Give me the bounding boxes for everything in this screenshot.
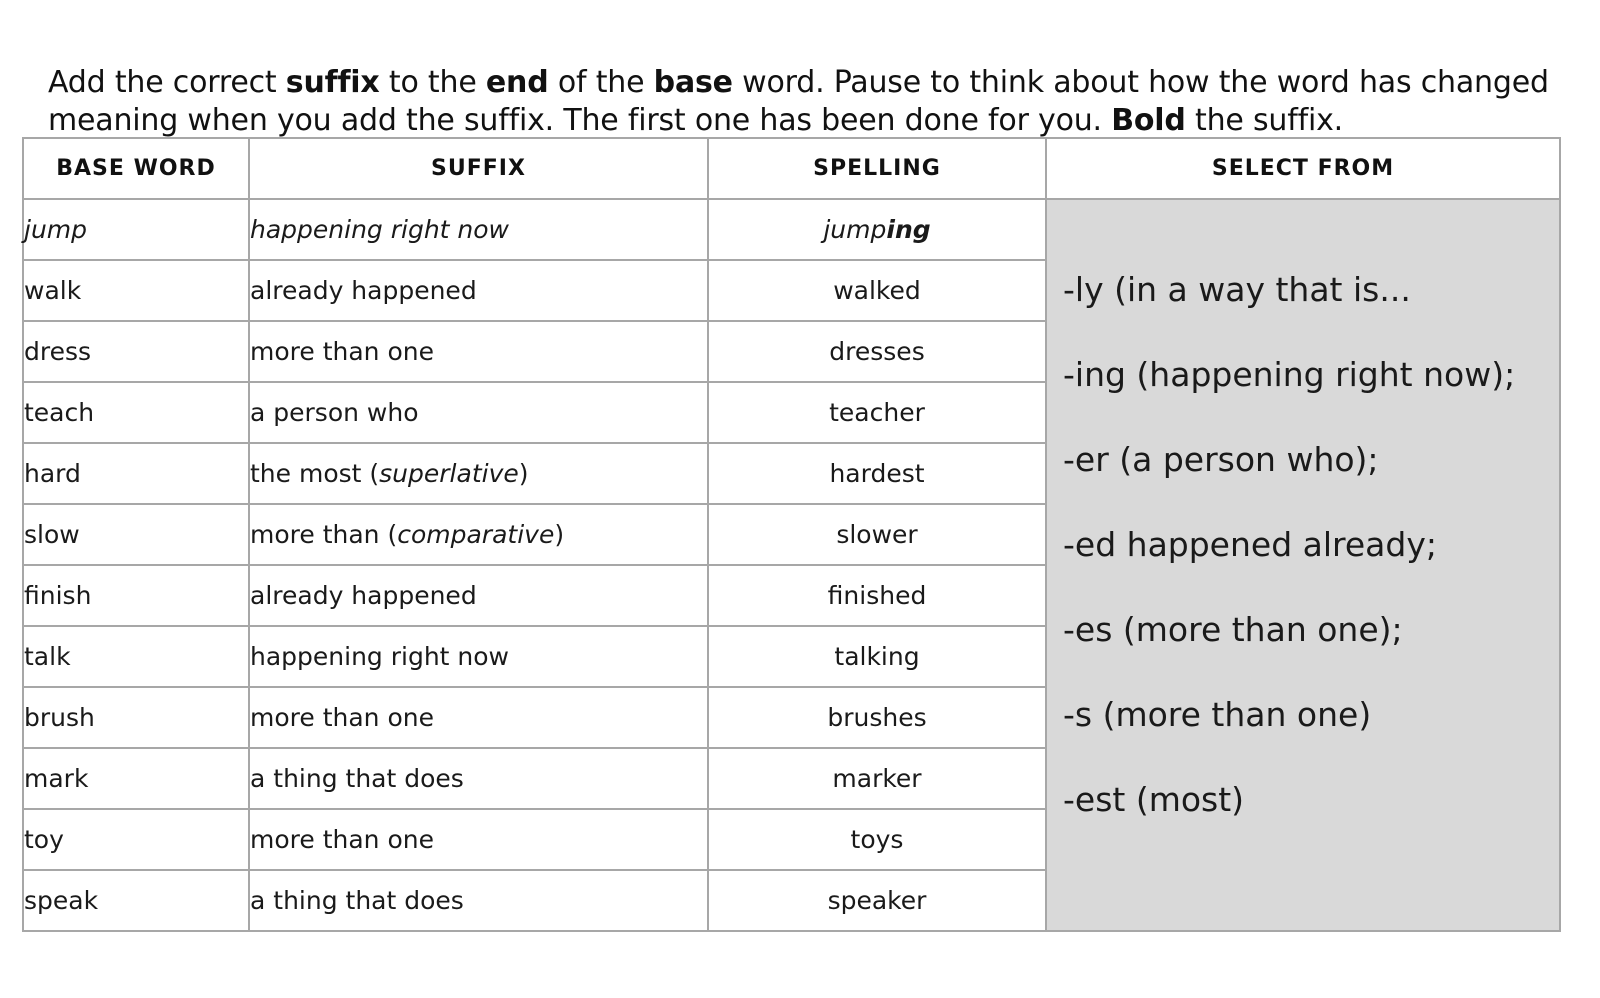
instructions-part: Add the correct — [48, 65, 286, 100]
suffix-meaning-cell — [249, 870, 708, 931]
suffix-meaning-cell — [249, 504, 708, 565]
spelling-cell[interactable]: marker — [708, 748, 1046, 809]
suffix-meaning-text: already happened — [250, 581, 477, 610]
suffix-meaning-cell — [249, 382, 708, 443]
example-row — [23, 199, 1560, 260]
base-word-cell: toy — [23, 809, 249, 870]
base-word-cell: speak — [23, 870, 249, 931]
example-spelling-suffix: ing — [886, 215, 931, 244]
suffix-meaning-cell — [249, 565, 708, 626]
suffix-meaning-term: comparative — [397, 520, 555, 549]
spelling-cell[interactable]: brushes — [708, 687, 1046, 748]
suffix-meaning-text: more than one — [250, 825, 434, 854]
suffix-worksheet-table — [22, 137, 1561, 932]
suffix-meaning-cell — [249, 748, 708, 809]
suffix-meaning-text: happening right now — [250, 642, 510, 671]
suffix-meaning-term: superlative — [379, 459, 519, 488]
suffix-option: -ly (in a way that is... — [1063, 270, 1411, 309]
header-select-from: SELECT FROM — [1046, 138, 1560, 199]
suffix-meaning-cell — [249, 687, 708, 748]
spelling-cell[interactable]: hardest — [708, 443, 1046, 504]
suffix-meaning-text: already happened — [250, 276, 477, 305]
base-word-cell: mark — [23, 748, 249, 809]
instructions-bold-end: end — [485, 65, 549, 100]
base-word-cell: dress — [23, 321, 249, 382]
instructions-part: to the — [379, 65, 486, 100]
base-word-cell: finish — [23, 565, 249, 626]
suffix-meaning-cell — [249, 260, 708, 321]
suffix-meaning-text: ) — [554, 520, 565, 549]
base-word-cell: walk — [23, 260, 249, 321]
example-suffix-meaning: happening right now — [249, 199, 708, 260]
base-word-cell: talk — [23, 626, 249, 687]
example-spelling-root: jump — [823, 215, 887, 244]
header-row — [23, 138, 1560, 199]
suffix-option: -ing (happening right now); — [1063, 355, 1516, 394]
suffix-meaning-cell — [249, 321, 708, 382]
suffix-meaning-text: a thing that does — [250, 886, 464, 915]
suffix-option: -est (most) — [1063, 780, 1245, 819]
spelling-cell[interactable]: walked — [708, 260, 1046, 321]
spelling-cell[interactable]: toys — [708, 809, 1046, 870]
suffix-option: -s (more than one) — [1063, 695, 1372, 734]
instructions-part: of the — [548, 65, 654, 100]
suffix-meaning-text: ) — [518, 459, 529, 488]
suffix-meaning-text: more than ( — [250, 520, 398, 549]
suffix-meaning-text: more than one — [250, 703, 434, 732]
suffix-meaning-text: a person who — [250, 398, 419, 427]
suffix-option: -er (a person who); — [1063, 440, 1379, 479]
header-suffix: SUFFIX — [249, 138, 708, 199]
example-spelling — [708, 199, 1046, 260]
base-word-cell: teach — [23, 382, 249, 443]
suffix-meaning-text: a thing that does — [250, 764, 464, 793]
suffix-options-list — [1047, 200, 1559, 820]
instructions-part: word. Pause to think about how the word has changed meaning when you add the suffix. The first one has been done for you. — [48, 65, 1549, 138]
suffix-option: -ed happened already; — [1063, 525, 1437, 564]
spelling-cell[interactable]: talking — [708, 626, 1046, 687]
select-from-panel — [1046, 199, 1560, 931]
base-word-cell: slow — [23, 504, 249, 565]
instructions-bold-bold: Bold — [1111, 103, 1186, 138]
instructions-bold-base: base — [653, 65, 733, 100]
base-word-cell: brush — [23, 687, 249, 748]
instructions-part: the suffix. — [1185, 103, 1343, 138]
suffix-meaning-text: more than one — [250, 337, 434, 366]
spelling-cell[interactable]: slower — [708, 504, 1046, 565]
example-base-word: jump — [23, 199, 249, 260]
spelling-cell[interactable]: teacher — [708, 382, 1046, 443]
suffix-option: -es (more than one); — [1063, 610, 1403, 649]
instructions-bold-suffix: suffix — [285, 65, 380, 100]
header-base-word: BASE WORD — [23, 138, 249, 199]
spelling-cell[interactable]: dresses — [708, 321, 1046, 382]
instructions-text — [48, 64, 1568, 140]
suffix-meaning-cell — [249, 626, 708, 687]
base-word-cell: hard — [23, 443, 249, 504]
suffix-meaning-text: the most ( — [250, 459, 380, 488]
spelling-cell[interactable]: speaker — [708, 870, 1046, 931]
suffix-meaning-cell — [249, 443, 708, 504]
header-spelling: SPELLING — [708, 138, 1046, 199]
suffix-meaning-cell — [249, 809, 708, 870]
spelling-cell[interactable]: finished — [708, 565, 1046, 626]
